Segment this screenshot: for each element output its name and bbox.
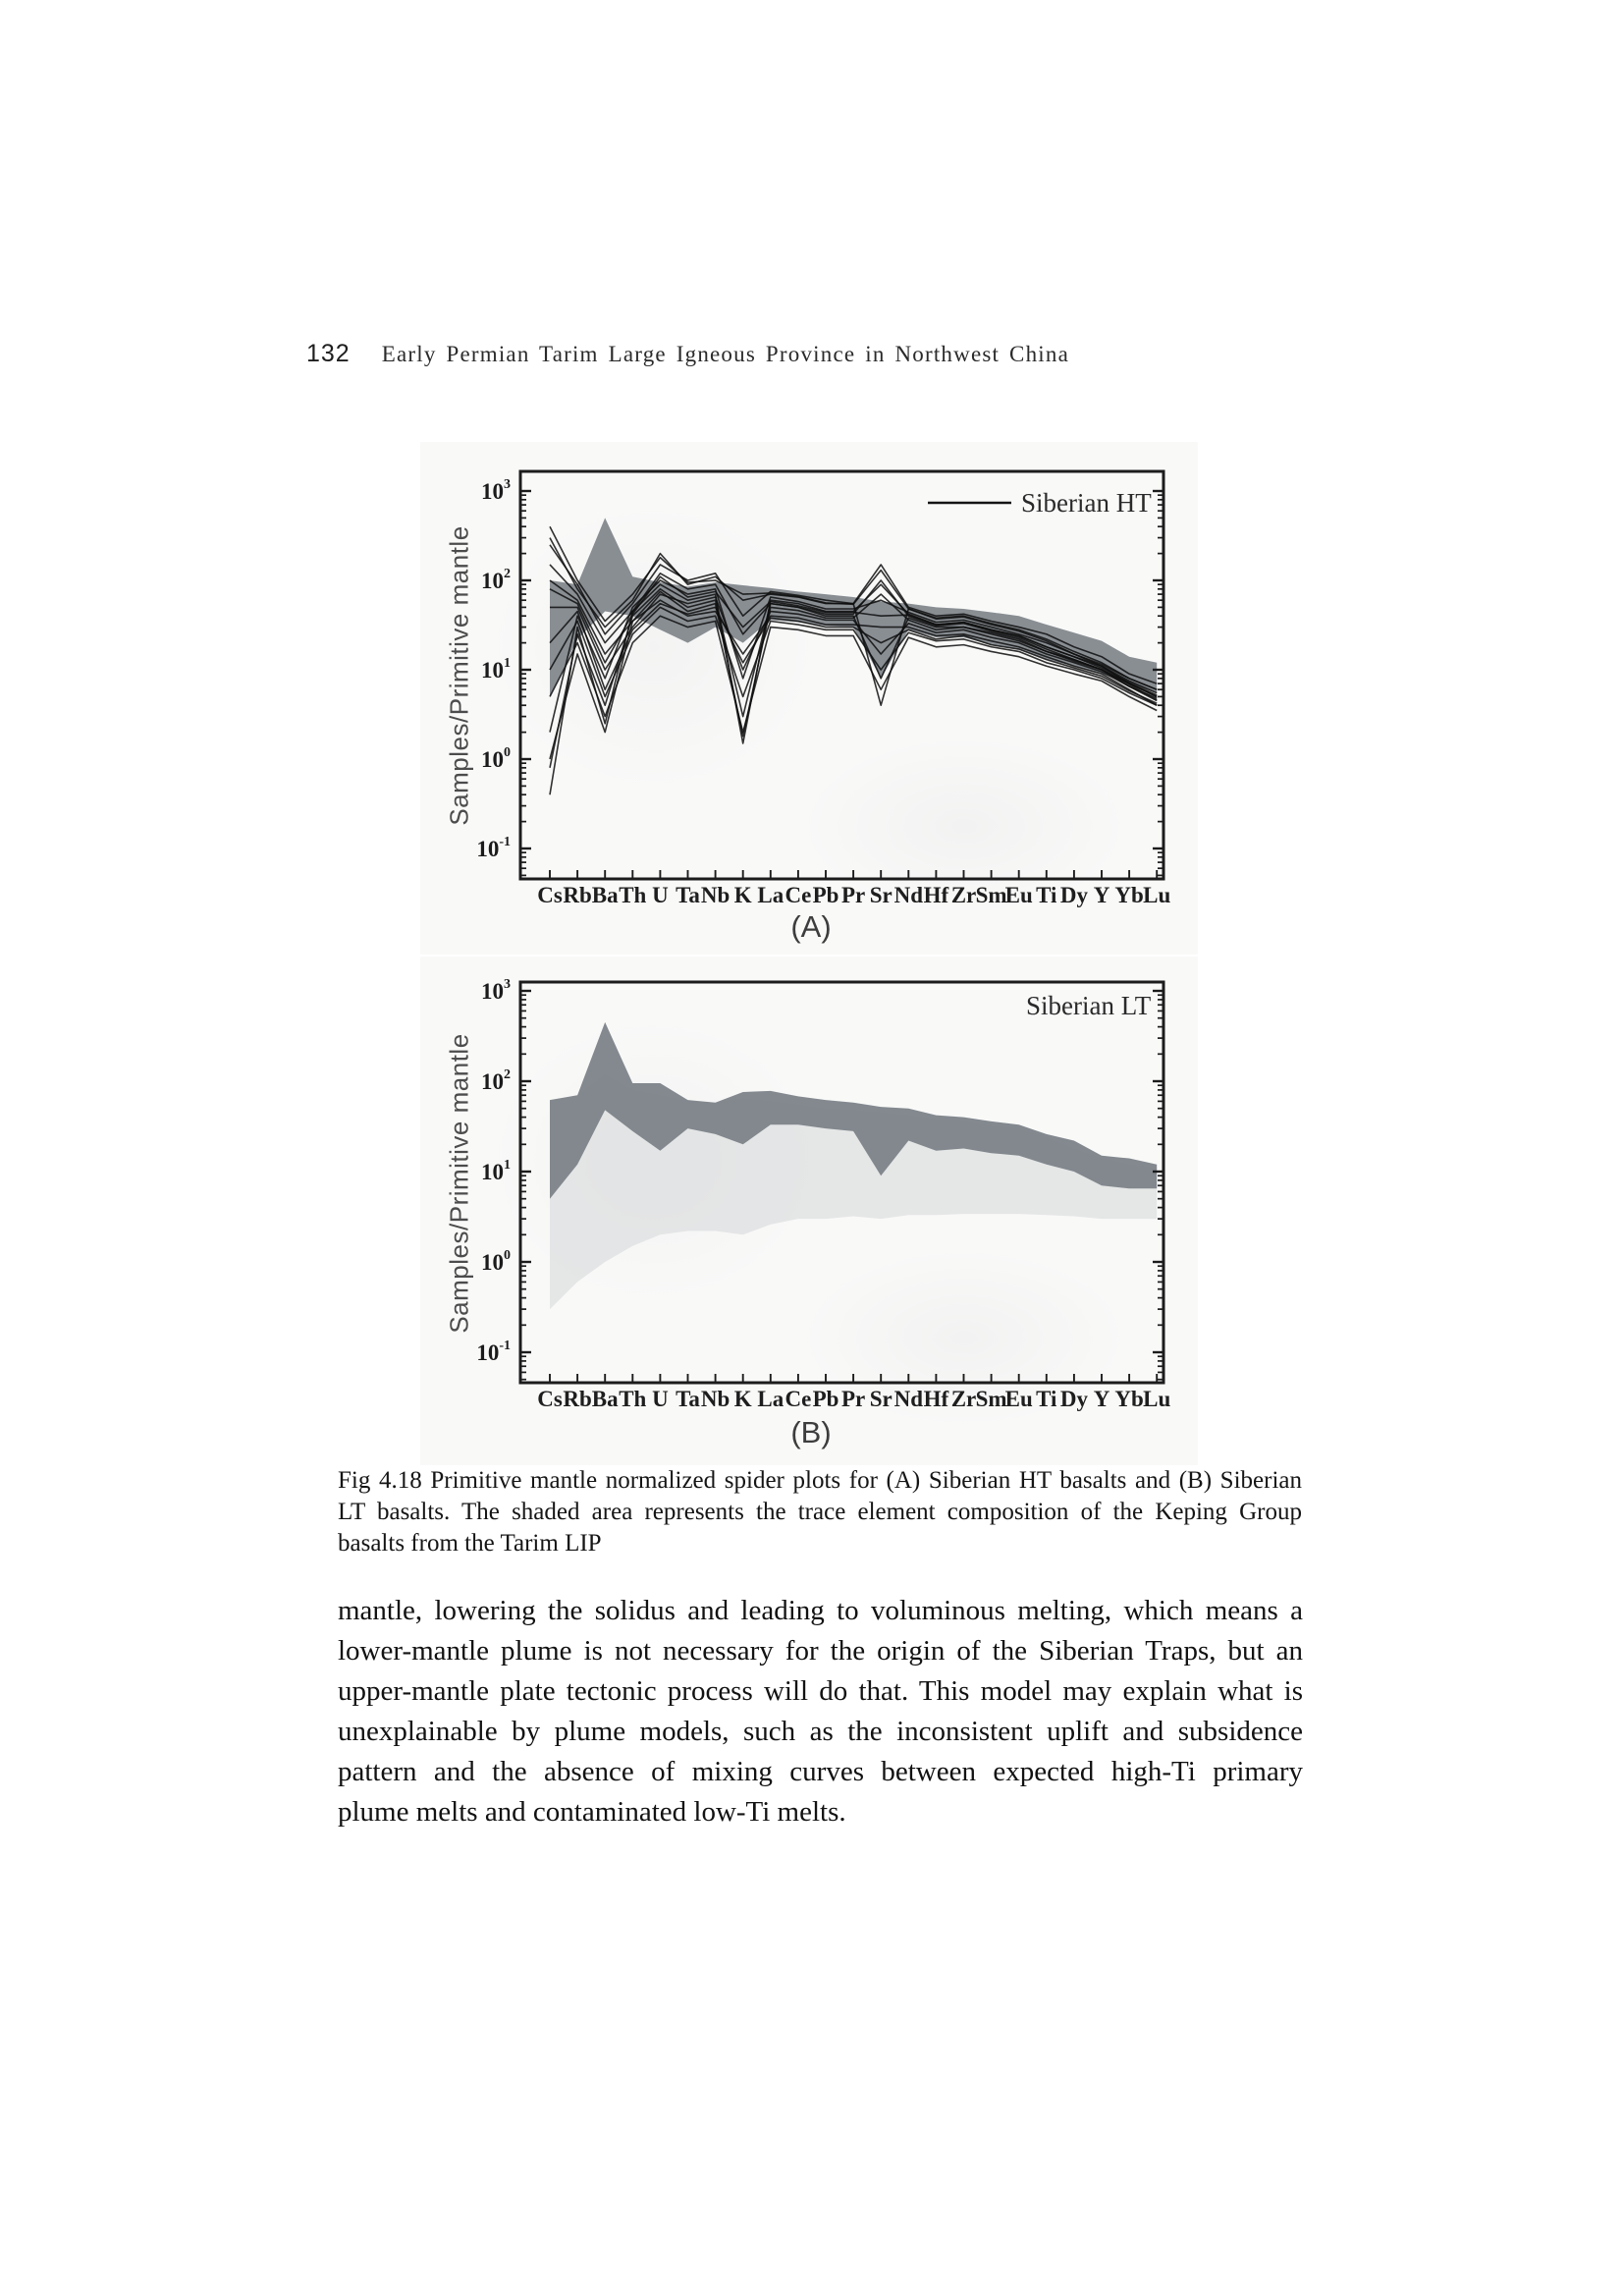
svg-text:U: U bbox=[652, 1387, 669, 1411]
svg-text:Yb: Yb bbox=[1114, 1387, 1144, 1411]
svg-text:102: $10^2$ bbox=[481, 567, 511, 593]
svg-text:Zr: Zr bbox=[950, 883, 977, 907]
figure-caption bbox=[338, 1465, 1302, 1559]
svg-text:Y: Y bbox=[1093, 883, 1110, 907]
body-line: lower-mantle plume is not necessary for the origin of the Siberian Traps, but an bbox=[338, 1635, 1303, 1667]
caption-line: basalts from the Tarim LIP bbox=[338, 1530, 602, 1557]
svg-text:Lu: Lu bbox=[1143, 883, 1171, 907]
svg-text:103: $10^3$ bbox=[481, 477, 511, 504]
svg-text:Dy: Dy bbox=[1059, 1387, 1088, 1411]
svg-text:Nd: Nd bbox=[893, 883, 924, 907]
svg-text:Yb: Yb bbox=[1114, 883, 1144, 907]
svg-text:Sr: Sr bbox=[869, 1387, 893, 1411]
svg-text:Cs: Cs bbox=[537, 883, 563, 907]
svg-text:Ba: Ba bbox=[591, 1387, 619, 1411]
svg-text:Siberian HT: Siberian HT bbox=[1021, 488, 1152, 518]
svg-text:U: U bbox=[652, 883, 669, 907]
svg-text:Eu: Eu bbox=[1004, 1387, 1033, 1411]
svg-text:Sr: Sr bbox=[869, 883, 893, 907]
svg-text:Y: Y bbox=[1093, 1387, 1110, 1411]
svg-text:Ba: Ba bbox=[591, 883, 619, 907]
svg-text:Th: Th bbox=[619, 1387, 647, 1411]
svg-text:10-1: $10^{-1}$ bbox=[476, 1339, 511, 1365]
svg-text:Rb: Rb bbox=[563, 1387, 592, 1411]
svg-text:Eu: Eu bbox=[1004, 883, 1033, 907]
svg-text:Ta: Ta bbox=[676, 883, 700, 907]
svg-text:100: $10^0$ bbox=[481, 745, 511, 772]
svg-text:Dy: Dy bbox=[1059, 883, 1088, 907]
svg-text:Pb: Pb bbox=[812, 883, 839, 907]
svg-text:La: La bbox=[757, 883, 784, 907]
svg-text:Nd: Nd bbox=[893, 1387, 924, 1411]
running-head bbox=[306, 340, 1386, 368]
svg-text:102: $10^2$ bbox=[481, 1067, 511, 1094]
svg-text:Siberian LT: Siberian LT bbox=[1026, 991, 1152, 1020]
svg-text:Pr: Pr bbox=[840, 883, 866, 907]
svg-text:101: $10^1$ bbox=[481, 1158, 511, 1184]
panel-label-b: (B) bbox=[790, 1415, 832, 1449]
caption-line: LT basalts. The shaded area represents the trace element composition of the Keping Group bbox=[338, 1499, 1302, 1525]
body-line: unexplainable by plume models, such as the inconsistent uplift and subsidence bbox=[338, 1716, 1303, 1747]
svg-text:K: K bbox=[733, 883, 752, 907]
svg-text:Cs: Cs bbox=[537, 1387, 563, 1411]
svg-text:103: $10^3$ bbox=[481, 977, 511, 1004]
page-number: 132 bbox=[306, 340, 351, 367]
svg-text:10-1: $10^{-1}$ bbox=[476, 835, 511, 861]
running-title: Early Permian Tarim Large Igneous Province in Northwest China bbox=[381, 342, 1069, 366]
svg-text:La: La bbox=[757, 1387, 784, 1411]
spider-plot-panel-b bbox=[432, 967, 1188, 1463]
body-paragraph bbox=[338, 1591, 1303, 1832]
svg-text:Hf: Hf bbox=[923, 1387, 949, 1411]
y-axis-title-b: Samples/Primitive mantle bbox=[444, 1033, 474, 1334]
svg-text:Ce: Ce bbox=[784, 1387, 812, 1411]
svg-text:K: K bbox=[733, 1387, 752, 1411]
svg-text:Nb: Nb bbox=[700, 883, 730, 907]
svg-text:101: $10^1$ bbox=[481, 656, 511, 683]
body-line: pattern and the absence of mixing curves between expected high-Ti primary bbox=[338, 1756, 1303, 1787]
svg-text:Pb: Pb bbox=[812, 1387, 839, 1411]
body-line: plume melts and contaminated low-Ti melts. bbox=[338, 1796, 846, 1828]
svg-text:Rb: Rb bbox=[563, 883, 592, 907]
svg-text:Ce: Ce bbox=[784, 883, 812, 907]
svg-text:Ta: Ta bbox=[676, 1387, 700, 1411]
caption-line: Fig 4.18 Primitive mantle normalized spider plots for (A) Siberian HT basalts and (B) Siberian bbox=[338, 1467, 1302, 1494]
svg-text:Hf: Hf bbox=[923, 883, 949, 907]
svg-text:Ti: Ti bbox=[1036, 1387, 1057, 1411]
svg-text:Pr: Pr bbox=[840, 1387, 866, 1411]
svg-text:Lu: Lu bbox=[1143, 1387, 1171, 1411]
svg-text:Sm: Sm bbox=[975, 883, 1007, 907]
svg-text:Sm: Sm bbox=[975, 1387, 1007, 1411]
svg-text:Th: Th bbox=[619, 883, 647, 907]
svg-text:Nb: Nb bbox=[700, 1387, 730, 1411]
y-axis-title-a: Samples/Primitive mantle bbox=[444, 525, 474, 826]
body-line: upper-mantle plate tectonic process will do that. This model may explain what is bbox=[338, 1675, 1303, 1707]
svg-text:Zr: Zr bbox=[950, 1387, 977, 1411]
panel-label-a: (A) bbox=[790, 909, 832, 944]
spider-plot-panel-a bbox=[432, 447, 1188, 957]
svg-text:Ti: Ti bbox=[1036, 883, 1057, 907]
svg-text:100: $10^0$ bbox=[481, 1248, 511, 1275]
body-line: mantle, lowering the solidus and leading to voluminous melting, which means a bbox=[338, 1595, 1303, 1626]
